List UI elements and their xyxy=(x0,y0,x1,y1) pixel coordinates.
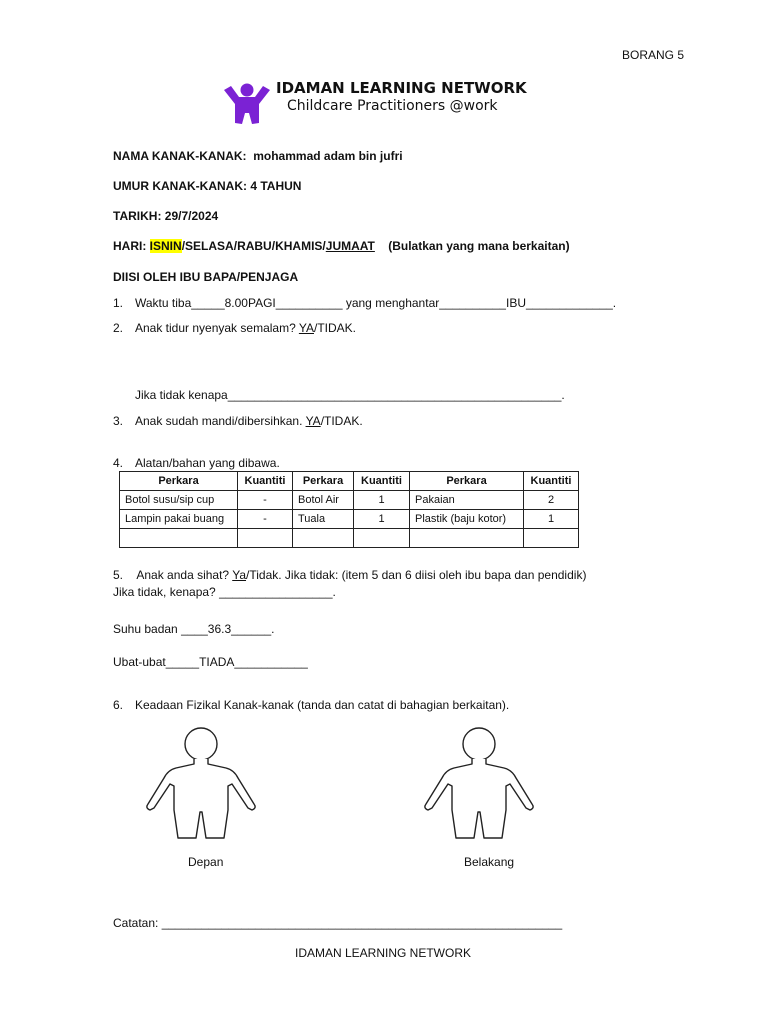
q2-number: 2. xyxy=(113,321,124,335)
child-age-row xyxy=(113,179,301,193)
table-cell[interactable]: 1 xyxy=(524,510,579,529)
q6-number: 6. xyxy=(113,698,124,712)
table-cell[interactable]: 2 xyxy=(524,491,579,510)
col-header: Kuantiti xyxy=(238,472,293,491)
table-cell[interactable] xyxy=(238,529,293,548)
table-cell[interactable]: 1 xyxy=(354,491,410,510)
temp-prefix: Suhu badan ____ xyxy=(113,622,208,636)
q2-reason-line: Jika tidak kenapa__________________________________________________. xyxy=(135,388,565,402)
q1-prefix: Waktu tiba_____ xyxy=(135,296,225,310)
q4-number: 4. xyxy=(113,456,124,470)
day-note: (Bulatkan yang mana berkaitan) xyxy=(388,239,570,253)
day-option-jumaat: JUMAAT xyxy=(325,239,375,253)
table-cell[interactable]: 1 xyxy=(354,510,410,529)
logo-icon xyxy=(222,82,272,127)
day-option-khamis: KHAMIS xyxy=(275,239,323,253)
temperature-row xyxy=(113,622,275,636)
table-cell[interactable]: Lampin pakai buang xyxy=(120,510,238,529)
table-cell[interactable]: Tuala xyxy=(293,510,354,529)
table-cell[interactable] xyxy=(293,529,354,548)
table-cell[interactable]: Pakaian xyxy=(410,491,524,510)
child-name-label: NAMA KANAK-KANAK: xyxy=(113,149,247,163)
date-label: TARIKH: xyxy=(113,209,162,223)
q5-text-a: Anak anda sihat? xyxy=(136,568,233,582)
col-header: Perkara xyxy=(410,472,524,491)
notes-line: Catatan: ____________________________________________________________ xyxy=(113,916,563,930)
col-header: Perkara xyxy=(120,472,238,491)
table-cell[interactable] xyxy=(120,529,238,548)
table-row xyxy=(120,510,579,529)
q5-line2: Jika tidak, kenapa? _________________. xyxy=(113,585,336,599)
table-cell[interactable] xyxy=(410,529,524,548)
front-label: Depan xyxy=(188,855,224,869)
table-cell[interactable] xyxy=(354,529,410,548)
table-cell[interactable]: Botol Air xyxy=(293,491,354,510)
back-label: Belakang xyxy=(464,855,515,869)
date-value: 29/7/2024 xyxy=(164,209,219,223)
org-tagline: Childcare Practitioners @work xyxy=(287,98,498,114)
table-cell[interactable]: Plastik (baju kotor) xyxy=(410,510,524,529)
date-row xyxy=(113,209,218,223)
med-prefix: Ubat-ubat_____ xyxy=(113,655,200,669)
table-row xyxy=(120,529,579,548)
col-header: Kuantiti xyxy=(354,472,410,491)
body-outline-front-icon xyxy=(140,726,262,844)
table-header-row xyxy=(120,472,579,491)
page-footer: IDAMAN LEARNING NETWORK xyxy=(295,946,472,960)
q2-text: Anak tidur nyenyak semalam? xyxy=(135,321,299,335)
child-age-label: UMUR KANAK-KANAK: xyxy=(113,179,247,193)
arrival-time: 8.00PAGI xyxy=(224,296,276,310)
day-label: HARI: xyxy=(113,239,147,253)
day-option-isnin: ISNIN xyxy=(149,239,182,253)
org-name: IDAMAN LEARNING NETWORK xyxy=(276,79,527,97)
section-title: DIISI OLEH IBU BAPA/PENJAGA xyxy=(113,270,299,284)
col-header: Kuantiti xyxy=(524,472,579,491)
q5-text-b: /Tidak. Jika tidak: (item 5 dan 6 diisi oleh ibu bapa dan pendidik) xyxy=(246,568,587,582)
q2-yes: YA xyxy=(298,321,314,335)
q1-suffix: _____________. xyxy=(526,296,617,310)
q3-yes: YA xyxy=(305,414,321,428)
medicine-value: TIADA xyxy=(199,655,235,669)
q1-mid: __________ yang menghantar__________ xyxy=(275,296,506,310)
med-suffix: ___________ xyxy=(234,655,308,669)
q5-yes: Ya xyxy=(232,568,247,582)
q1-number: 1. xyxy=(113,296,124,310)
table-row xyxy=(120,491,579,510)
table-cell[interactable]: Botol susu/sip cup xyxy=(120,491,238,510)
q5-line xyxy=(113,568,586,582)
body-outline-back-icon xyxy=(418,726,540,844)
medicine-row xyxy=(113,655,308,669)
q6-text: Keadaan Fizikal Kanak-kanak (tanda dan catat di bahagian berkaitan). xyxy=(135,698,510,712)
q3-line xyxy=(135,414,363,428)
day-row: HARI: ISNIN/SELASA/RABU/KHAMIS/JUMAAT (Bulatkan yang mana berkaitan) xyxy=(113,239,570,253)
q3-text: Anak sudah mandi/dibersihkan. xyxy=(135,414,306,428)
table-cell[interactable] xyxy=(524,529,579,548)
q2-line xyxy=(135,321,356,335)
sender-value: IBU xyxy=(505,296,526,310)
day-option-rabu: RABU xyxy=(237,239,272,253)
col-header: Perkara xyxy=(293,472,354,491)
child-name-value: mohammad adam bin jufri xyxy=(253,149,403,163)
table-cell[interactable]: - xyxy=(238,491,293,510)
q2-no: /TIDAK. xyxy=(314,321,357,335)
form-code: BORANG 5 xyxy=(622,48,685,62)
items-table xyxy=(119,471,579,548)
q1-line xyxy=(135,296,616,310)
q3-no: /TIDAK. xyxy=(320,414,363,428)
day-option-selasa: SELASA xyxy=(185,239,234,253)
temp-suffix: ______. xyxy=(231,622,275,636)
q4-text: Alatan/bahan yang dibawa. xyxy=(135,456,280,470)
q5-number: 5. xyxy=(113,568,124,582)
table-cell[interactable]: - xyxy=(238,510,293,529)
child-age-value: 4 TAHUN xyxy=(250,179,302,193)
temperature-value: 36.3 xyxy=(207,622,232,636)
child-name-row xyxy=(113,149,403,163)
q3-number: 3. xyxy=(113,414,124,428)
